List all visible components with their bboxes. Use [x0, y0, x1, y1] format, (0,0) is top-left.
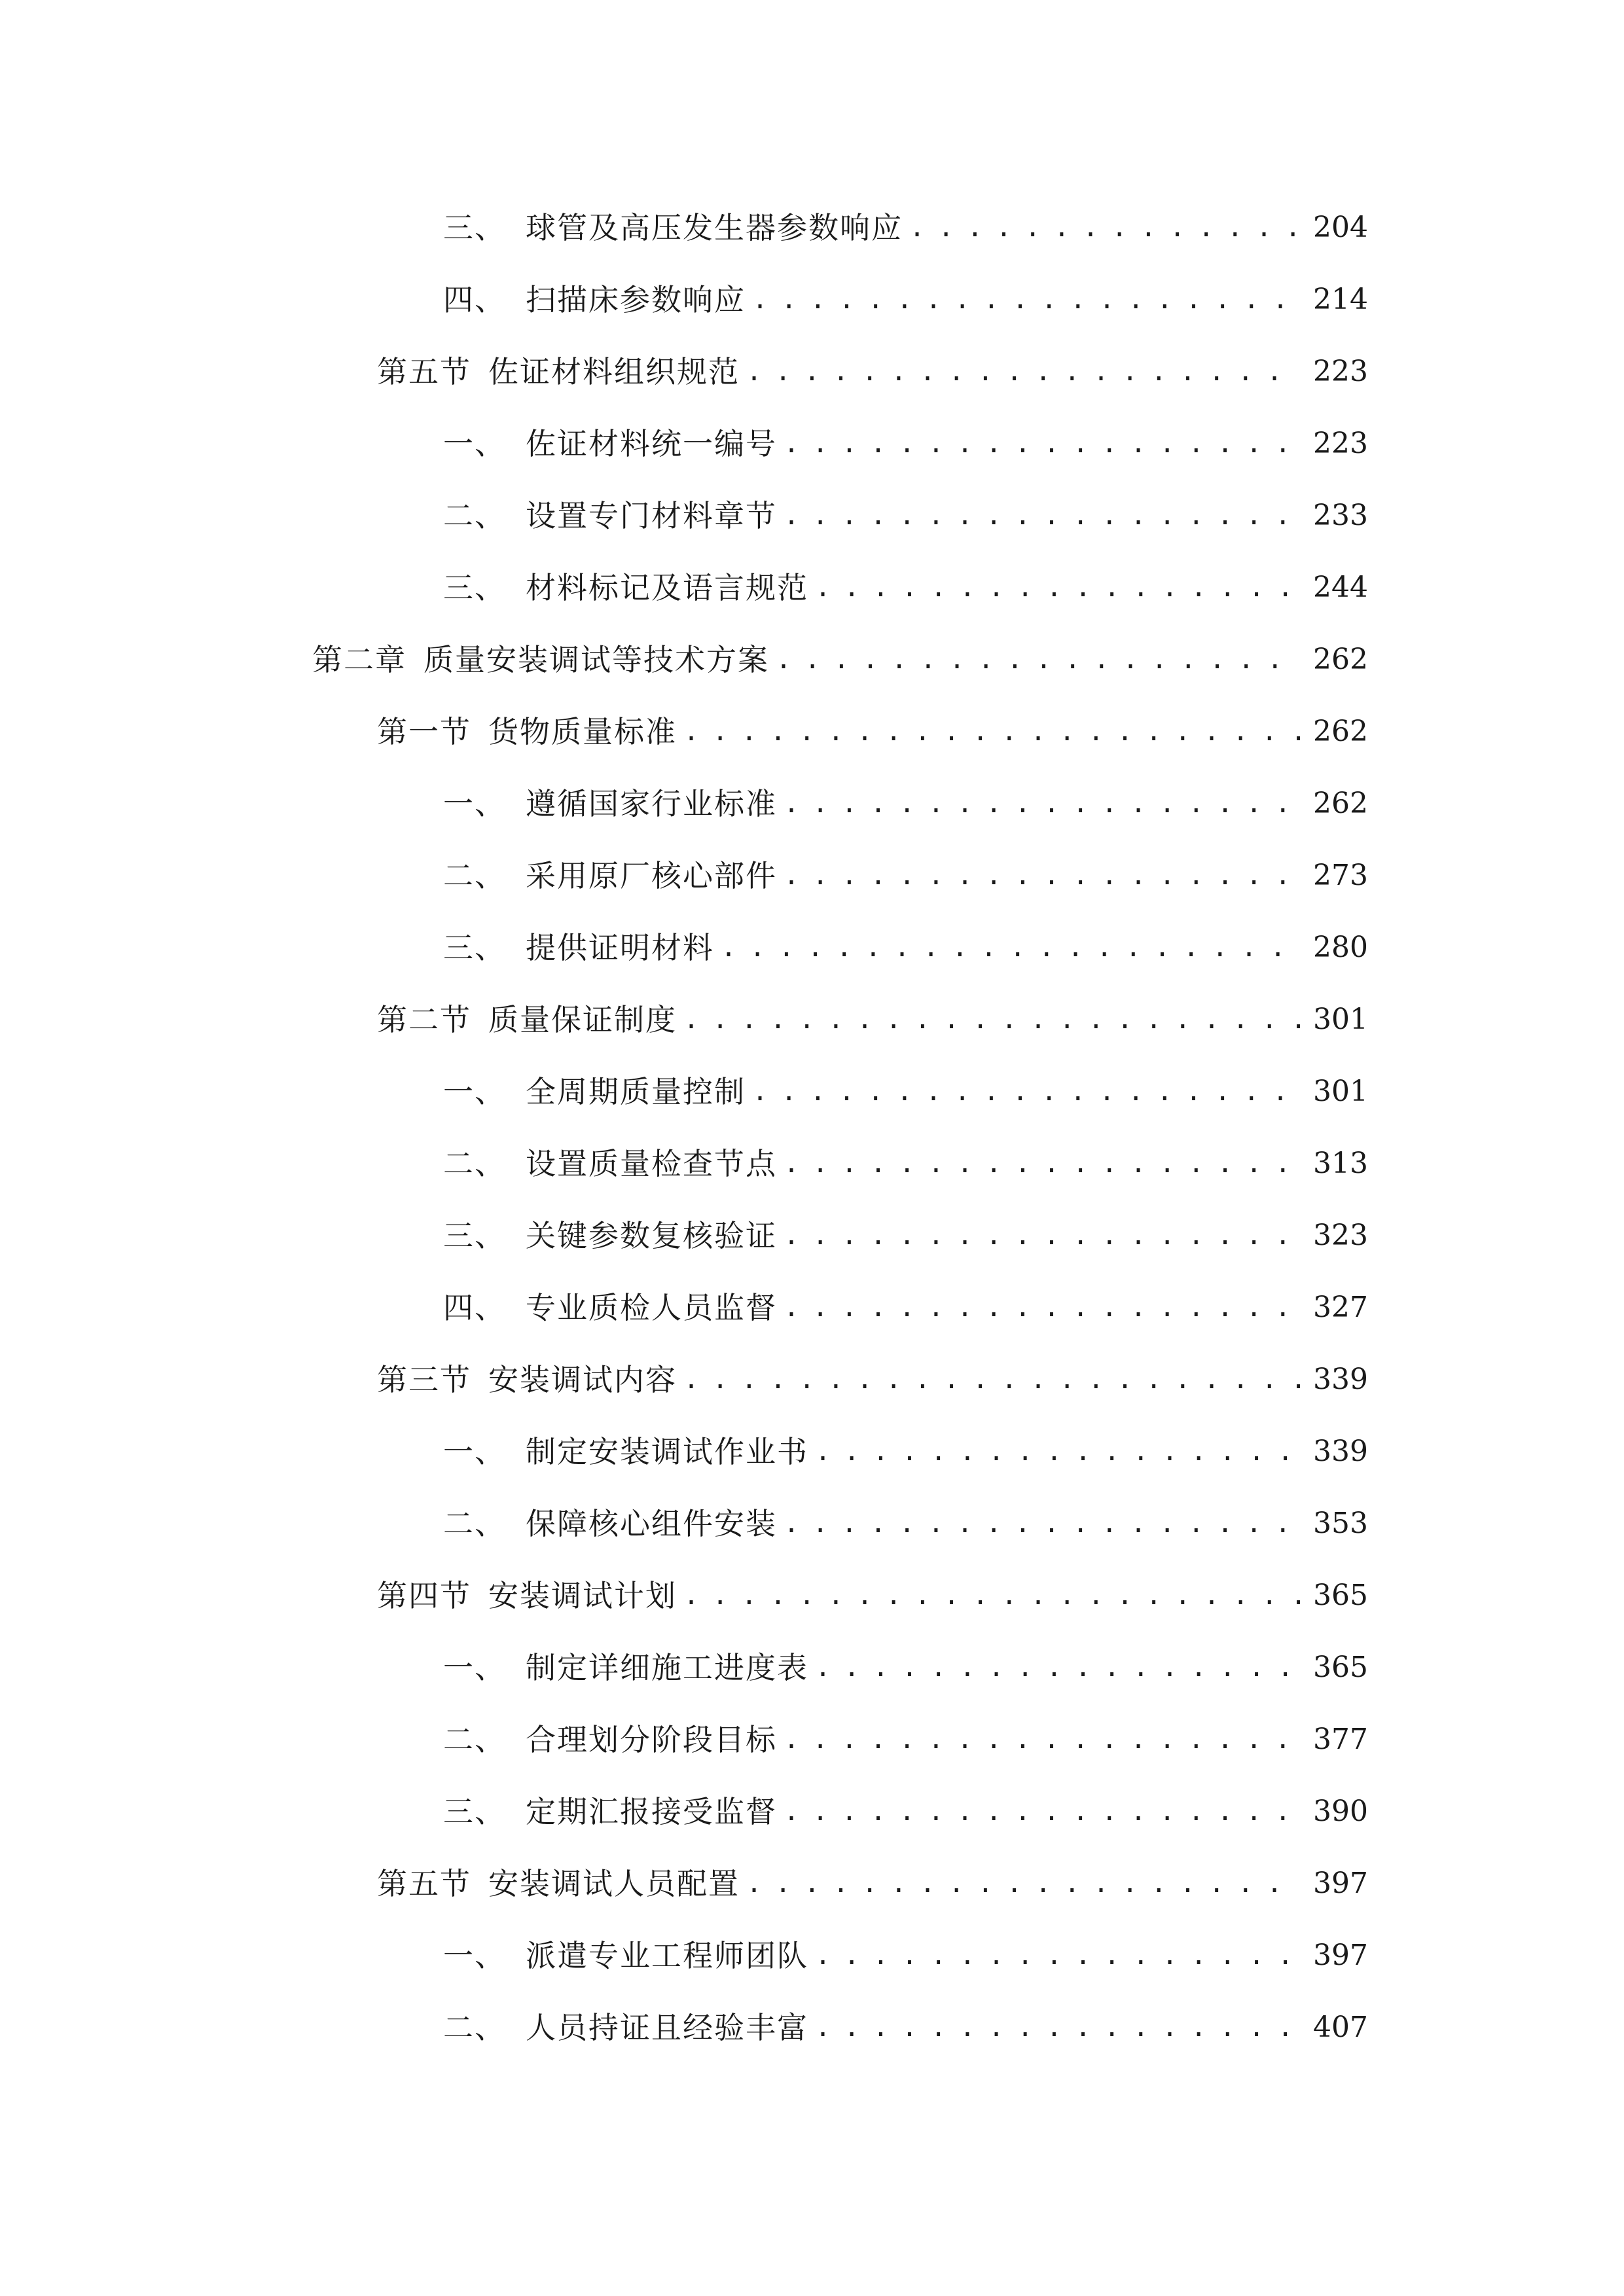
- toc-entry-title: 质量安装调试等技术方案: [424, 642, 769, 677]
- toc-entry-page: 327: [1313, 1291, 1368, 1324]
- toc-entry-title: 佐证材料统一编号: [526, 426, 777, 461]
- toc-entry-number: 一、: [443, 1434, 506, 1469]
- toc-entry-number: 第二章: [312, 642, 406, 677]
- toc-dot-leader: [683, 994, 1300, 1046]
- toc-entry-number: 三、: [443, 1794, 506, 1829]
- toc-entry[interactable]: [377, 706, 1368, 758]
- toc-entry[interactable]: [377, 1354, 1368, 1406]
- toc-entry-page: 223: [1313, 427, 1368, 460]
- toc-entry-title: 质量保证制度: [488, 1002, 677, 1037]
- toc-dot-leader: [815, 1426, 1300, 1478]
- toc-entry[interactable]: [443, 490, 1368, 542]
- toc-entry-title: 设置质量检查节点: [526, 1146, 777, 1181]
- toc-entry[interactable]: [443, 2001, 1368, 2054]
- toc-entry[interactable]: [443, 922, 1368, 974]
- toc-entry[interactable]: [443, 1426, 1368, 1478]
- toc-entry-title: 安装调试人员配置: [488, 1866, 740, 1901]
- toc-entry-page: 390: [1313, 1795, 1368, 1828]
- toc-dot-leader: [784, 1210, 1300, 1262]
- toc-entry-title: 人员持证且经验丰富: [526, 2010, 808, 2045]
- toc-entry-page: 339: [1313, 1435, 1368, 1468]
- toc-dot-leader: [815, 2001, 1300, 2054]
- toc-dot-leader: [746, 346, 1300, 398]
- toc-entry[interactable]: [443, 1785, 1368, 1838]
- toc-entry[interactable]: [377, 346, 1368, 398]
- toc-entry-title: 定期汇报接受监督: [526, 1794, 777, 1829]
- toc-entry-title: 扫描床参数响应: [526, 282, 746, 317]
- toc-entry-title: 佐证材料组织规范: [488, 354, 740, 389]
- toc-entry-number: 二、: [443, 498, 506, 533]
- toc-entry[interactable]: [443, 202, 1368, 254]
- toc-entry-page: 262: [1313, 715, 1368, 748]
- toc-dot-leader: [784, 1282, 1300, 1334]
- toc-entry[interactable]: [312, 634, 1368, 686]
- toc-entry-number: 第五节: [377, 1866, 471, 1901]
- toc-dot-leader: [776, 634, 1300, 686]
- toc-entry-number: 三、: [443, 930, 506, 965]
- toc-entry-title: 材料标记及语言规范: [526, 570, 808, 605]
- toc-dot-leader: [784, 418, 1300, 470]
- toc-dot-leader: [815, 562, 1300, 614]
- toc-entry-number: 一、: [443, 1650, 506, 1685]
- toc-entry[interactable]: [443, 1498, 1368, 1550]
- toc-entry-title: 全周期质量控制: [526, 1074, 746, 1109]
- toc-dot-leader: [683, 1354, 1300, 1406]
- toc-entry-page: 262: [1313, 643, 1368, 676]
- toc-entry-page: 339: [1313, 1363, 1368, 1396]
- toc-entry-page: 301: [1313, 1003, 1368, 1036]
- toc-entry-title: 球管及高压发生器参数响应: [526, 210, 903, 245]
- toc-entry-number: 一、: [443, 1074, 506, 1109]
- toc-entry[interactable]: [377, 1857, 1368, 1910]
- toc-entry-title: 设置专门材料章节: [526, 498, 777, 533]
- toc-entry-page: 323: [1313, 1219, 1368, 1252]
- toc-entry-title: 制定详细施工进度表: [526, 1650, 808, 1685]
- toc-entry[interactable]: [443, 1713, 1368, 1766]
- toc-entry-page: 397: [1313, 1867, 1368, 1900]
- toc-dot-leader: [752, 274, 1300, 326]
- toc-entry-page: 262: [1313, 787, 1368, 820]
- toc-dot-leader: [815, 1929, 1300, 1982]
- toc-entry-page: 204: [1313, 211, 1368, 244]
- toc-dot-leader: [784, 778, 1300, 830]
- toc-entry[interactable]: [443, 418, 1368, 470]
- toc-entry-number: 第二节: [377, 1002, 471, 1037]
- toc-entry-page: 280: [1313, 931, 1368, 964]
- toc-entry[interactable]: [443, 1641, 1368, 1694]
- toc-entry-page: 353: [1313, 1507, 1368, 1540]
- toc-entry-page: 273: [1313, 859, 1368, 892]
- toc-entry-title: 制定安装调试作业书: [526, 1434, 808, 1469]
- toc-dot-leader: [784, 1785, 1300, 1838]
- toc-dot-leader: [815, 1641, 1300, 1694]
- toc-entry-number: 二、: [443, 2010, 506, 2045]
- toc-entry-number: 二、: [443, 1506, 506, 1541]
- toc-dot-leader: [784, 850, 1300, 902]
- toc-entry[interactable]: [443, 1138, 1368, 1190]
- toc-entry-title: 专业质检人员监督: [526, 1290, 777, 1325]
- toc-entry-page: 301: [1313, 1075, 1368, 1108]
- toc-entry[interactable]: [443, 778, 1368, 830]
- toc-dot-leader: [784, 490, 1300, 542]
- toc-entry[interactable]: [443, 562, 1368, 614]
- toc-entry-page: 223: [1313, 355, 1368, 388]
- toc-entry-title: 安装调试计划: [488, 1578, 677, 1613]
- toc-entry-title: 采用原厂核心部件: [526, 858, 777, 893]
- toc-dot-leader: [746, 1857, 1300, 1910]
- toc-entry[interactable]: [443, 1210, 1368, 1262]
- toc-entry-page: 313: [1313, 1147, 1368, 1180]
- toc-entry-page: 377: [1313, 1723, 1368, 1756]
- toc-entry-number: 二、: [443, 1722, 506, 1757]
- toc-dot-leader: [683, 1570, 1300, 1622]
- toc-entry-number: 四、: [443, 1290, 506, 1325]
- toc-entry-page: 244: [1313, 571, 1368, 604]
- toc-entry[interactable]: [443, 850, 1368, 902]
- toc-entry-title: 遵循国家行业标准: [526, 786, 777, 821]
- toc-entry[interactable]: [443, 274, 1368, 326]
- toc-entry-page: 397: [1313, 1939, 1368, 1972]
- toc-entry-number: 一、: [443, 426, 506, 461]
- toc-entry-number: 三、: [443, 210, 506, 245]
- toc-entry-number: 一、: [443, 1938, 506, 1973]
- toc-entry-title: 合理划分阶段目标: [526, 1722, 777, 1757]
- toc-entry[interactable]: [377, 994, 1368, 1046]
- toc-entry-number: 第四节: [377, 1578, 471, 1613]
- toc-entry-number: 三、: [443, 1218, 506, 1253]
- toc-dot-leader: [909, 202, 1300, 254]
- toc-entry-title: 派遣专业工程师团队: [526, 1938, 808, 1973]
- toc-entry-page: 407: [1313, 2011, 1368, 2044]
- toc-entry-page: 365: [1313, 1579, 1368, 1612]
- toc-entry-number: 二、: [443, 1146, 506, 1181]
- toc-entry-page: 365: [1313, 1651, 1368, 1684]
- toc-entry-number: 三、: [443, 570, 506, 605]
- toc-entry-number: 第五节: [377, 354, 471, 389]
- toc-entry-title: 保障核心组件安装: [526, 1506, 777, 1541]
- toc-entry-title: 安装调试内容: [488, 1362, 677, 1397]
- toc-dot-leader: [784, 1138, 1300, 1190]
- toc-entry[interactable]: [377, 1570, 1368, 1622]
- toc-entry-title: 关键参数复核验证: [526, 1218, 777, 1253]
- toc-dot-leader: [752, 1066, 1300, 1118]
- toc-entry-number: 四、: [443, 282, 506, 317]
- toc-dot-leader: [784, 1498, 1300, 1550]
- toc-dot-leader: [683, 706, 1300, 758]
- toc-entry-number: 第一节: [377, 714, 471, 749]
- toc-entry-number: 一、: [443, 786, 506, 821]
- toc-dot-leader: [784, 1713, 1300, 1766]
- toc-entry[interactable]: [443, 1066, 1368, 1118]
- toc-entry[interactable]: [443, 1282, 1368, 1334]
- toc-entry-page: 233: [1313, 499, 1368, 532]
- toc-entry-title: 提供证明材料: [526, 930, 714, 965]
- toc-dot-leader: [721, 922, 1300, 974]
- toc-entry-title: 货物质量标准: [488, 714, 677, 749]
- toc-entry-number: 二、: [443, 858, 506, 893]
- toc-entry[interactable]: [443, 1929, 1368, 1982]
- toc-entry-page: 214: [1313, 283, 1368, 316]
- toc-entry-number: 第三节: [377, 1362, 471, 1397]
